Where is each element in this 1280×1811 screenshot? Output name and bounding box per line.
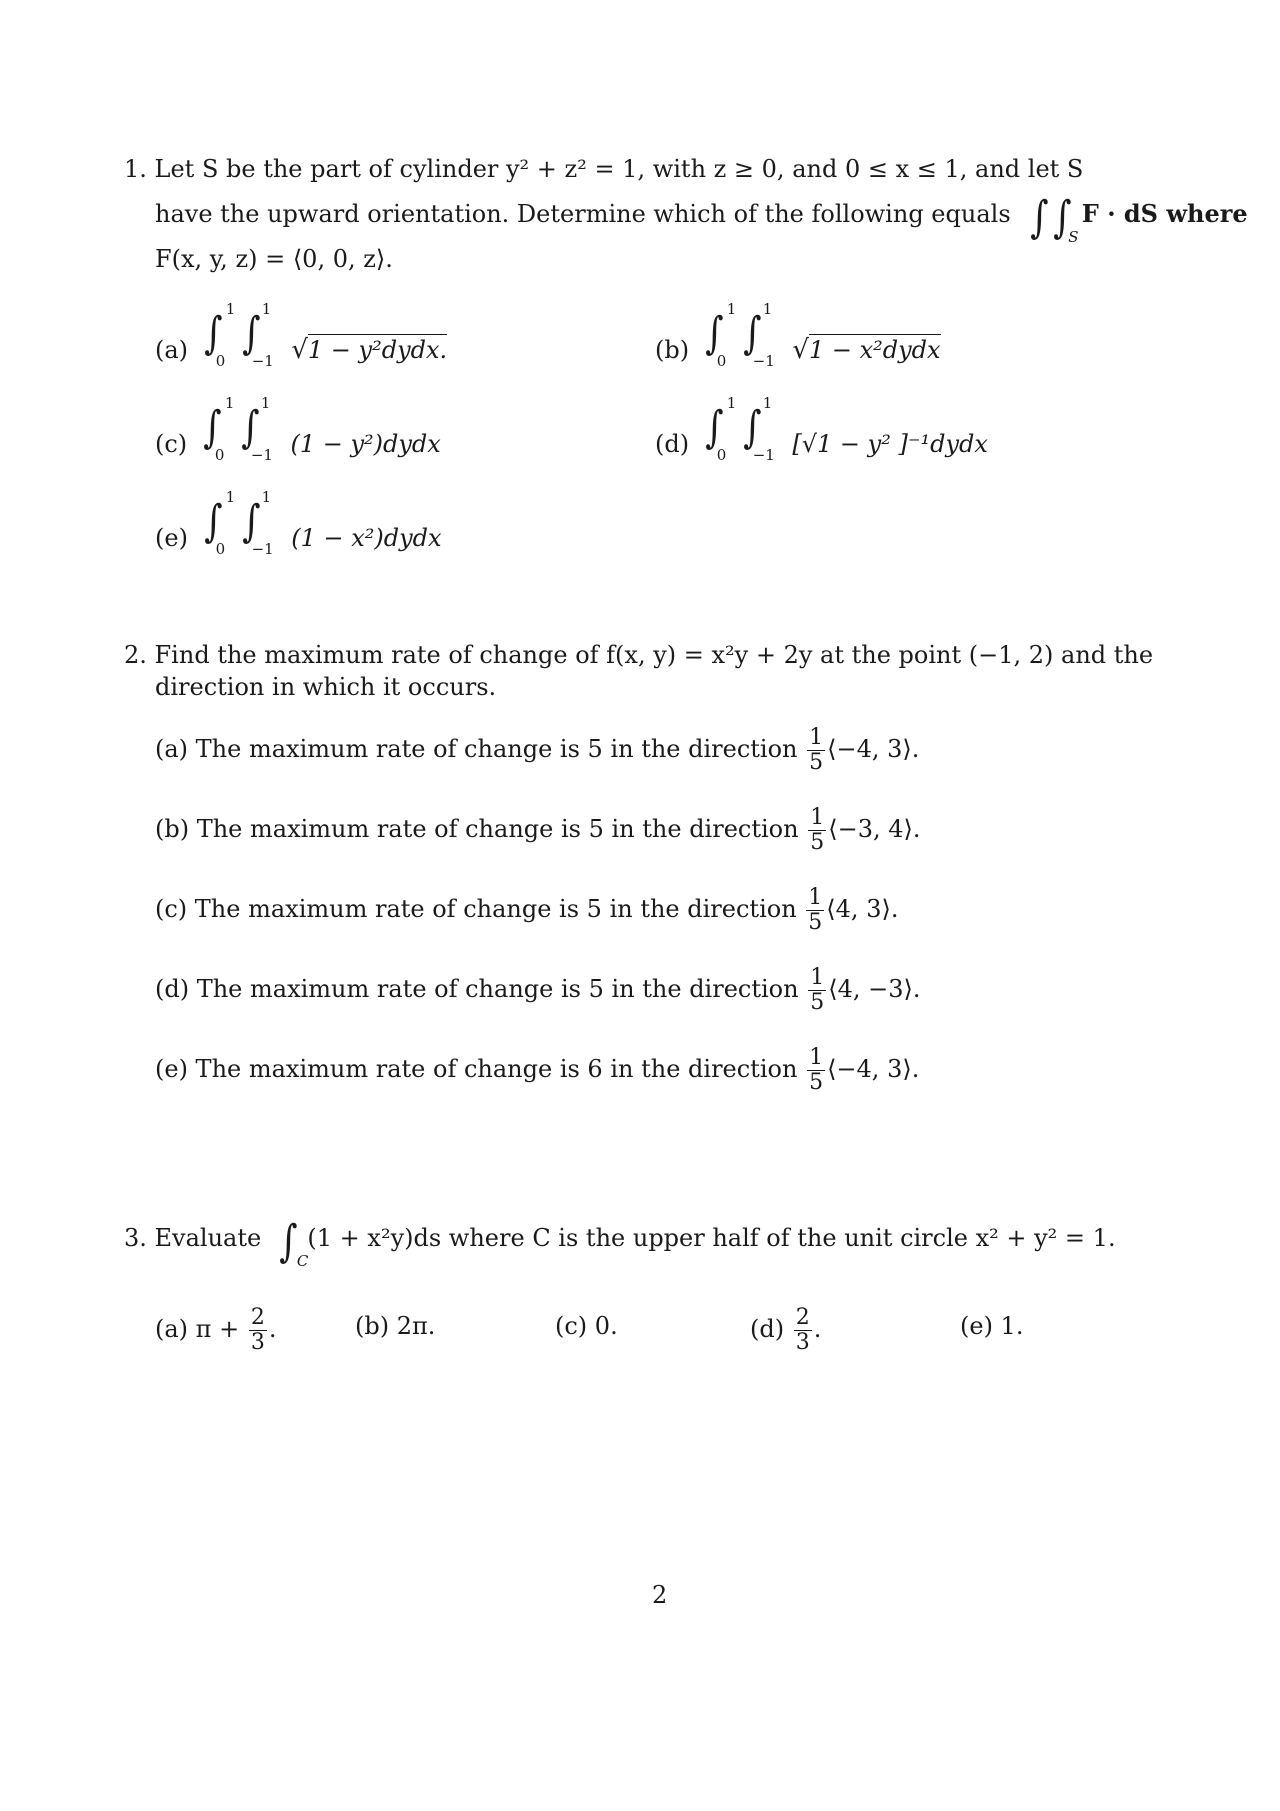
q3-line [124, 1216, 1116, 1270]
option-a-expr: 1 − y²dydx. [307, 336, 448, 364]
line-integral: ∫ C [279, 1216, 309, 1270]
q2-option-c: (c) The maximum rate of change is 5 in the direction $\frac{1}{5}$ ⟨4, 3⟩. [155, 885, 899, 935]
q1-line2 [155, 192, 1248, 246]
q2-option-d: (d) The maximum rate of change is 5 in the direction $\frac{1}{5}$ ⟨4, −3⟩. [155, 965, 921, 1015]
option-b-label: (b) [655, 336, 690, 364]
q2-option-e: (e) The maximum rate of change is 6 in the direction $\frac{1}{5}$ ⟨−4, 3⟩. [155, 1045, 920, 1095]
q1-line1: 1. Let S be the part of cylinder y² + z² = 1, with z ≥ 0, and 0 ≤ x ≤ 1, and let S [124, 155, 1084, 183]
q1-line3: F(x, y, z) = ⟨0, 0, z⟩. [155, 245, 393, 273]
q1-line2-tail: F · dS where [1081, 199, 1248, 228]
double-integral-e: ∫ ∫ 1 0 1 −1 [203, 488, 274, 558]
q2-option-a: (a) The maximum rate of change is 5 in the direction $\frac{1}{5}$ ⟨−4, 3⟩. [155, 725, 920, 775]
surface-limit: S [1068, 228, 1079, 246]
q1-line2-text: have the upward orientation. Determine which of the following equals [155, 200, 1011, 228]
q3-integrand: (1 + x²y)ds where C is the upper half of the unit circle x² + y² = 1. [307, 1224, 1116, 1252]
option-c-expr: (1 − y²)dydx [290, 430, 441, 458]
q3-option-a: (a) π + $\frac{2}{3}$ . [155, 1305, 277, 1355]
q1-option-c [155, 394, 441, 464]
option-c-label: (c) [155, 430, 188, 458]
surface-double-integral: ∫ ∫ S [1030, 192, 1079, 246]
q1-option-b: (b) ∫ ∫ 1 0 1 −1 √1 − x²dydx [655, 300, 941, 370]
page-number: 2 [652, 1581, 668, 1609]
q3-prefix: 3. Evaluate [124, 1224, 262, 1252]
q2-line2: direction in which it occurs. [155, 673, 497, 701]
double-integral-a: ∫ ∫ 1 0 1 −1 [203, 300, 274, 370]
option-e-expr: (1 − x²)dydx [291, 524, 442, 552]
q3-option-b: (b) 2π. [355, 1312, 436, 1340]
double-integral-b: ∫ ∫ 1 0 1 −1 [705, 300, 775, 370]
option-e-label: (e) [155, 524, 188, 552]
option-d-expr: [√1 − y² ]⁻¹dydx [792, 430, 988, 458]
q1-option-e [155, 488, 442, 558]
option-a-label: (a) [155, 336, 189, 364]
option-d-label: (d) [655, 430, 690, 458]
q1-option-a: (a) ∫ ∫ 1 0 1 −1 √1 − y²dydx. [155, 300, 448, 370]
q3-option-d: (d) $\frac{2}{3}$ . [750, 1305, 822, 1355]
q3-option-c: (c) 0. [555, 1312, 618, 1340]
option-b-expr: 1 − x²dydx [808, 336, 941, 364]
double-integral-d: ∫ ∫ 1 0 1 −1 [705, 394, 775, 464]
q3-option-e: (e) 1. [960, 1312, 1024, 1340]
q2-line1: 2. Find the maximum rate of change of f(x, y) = x²y + 2y at the point (−1, 2) and the [124, 641, 1154, 669]
double-integral-c: ∫ ∫ 1 0 1 −1 [203, 394, 273, 464]
q1-option-d [655, 394, 988, 464]
q2-option-b: (b) The maximum rate of change is 5 in the direction $\frac{1}{5}$ ⟨−3, 4⟩. [155, 805, 921, 855]
